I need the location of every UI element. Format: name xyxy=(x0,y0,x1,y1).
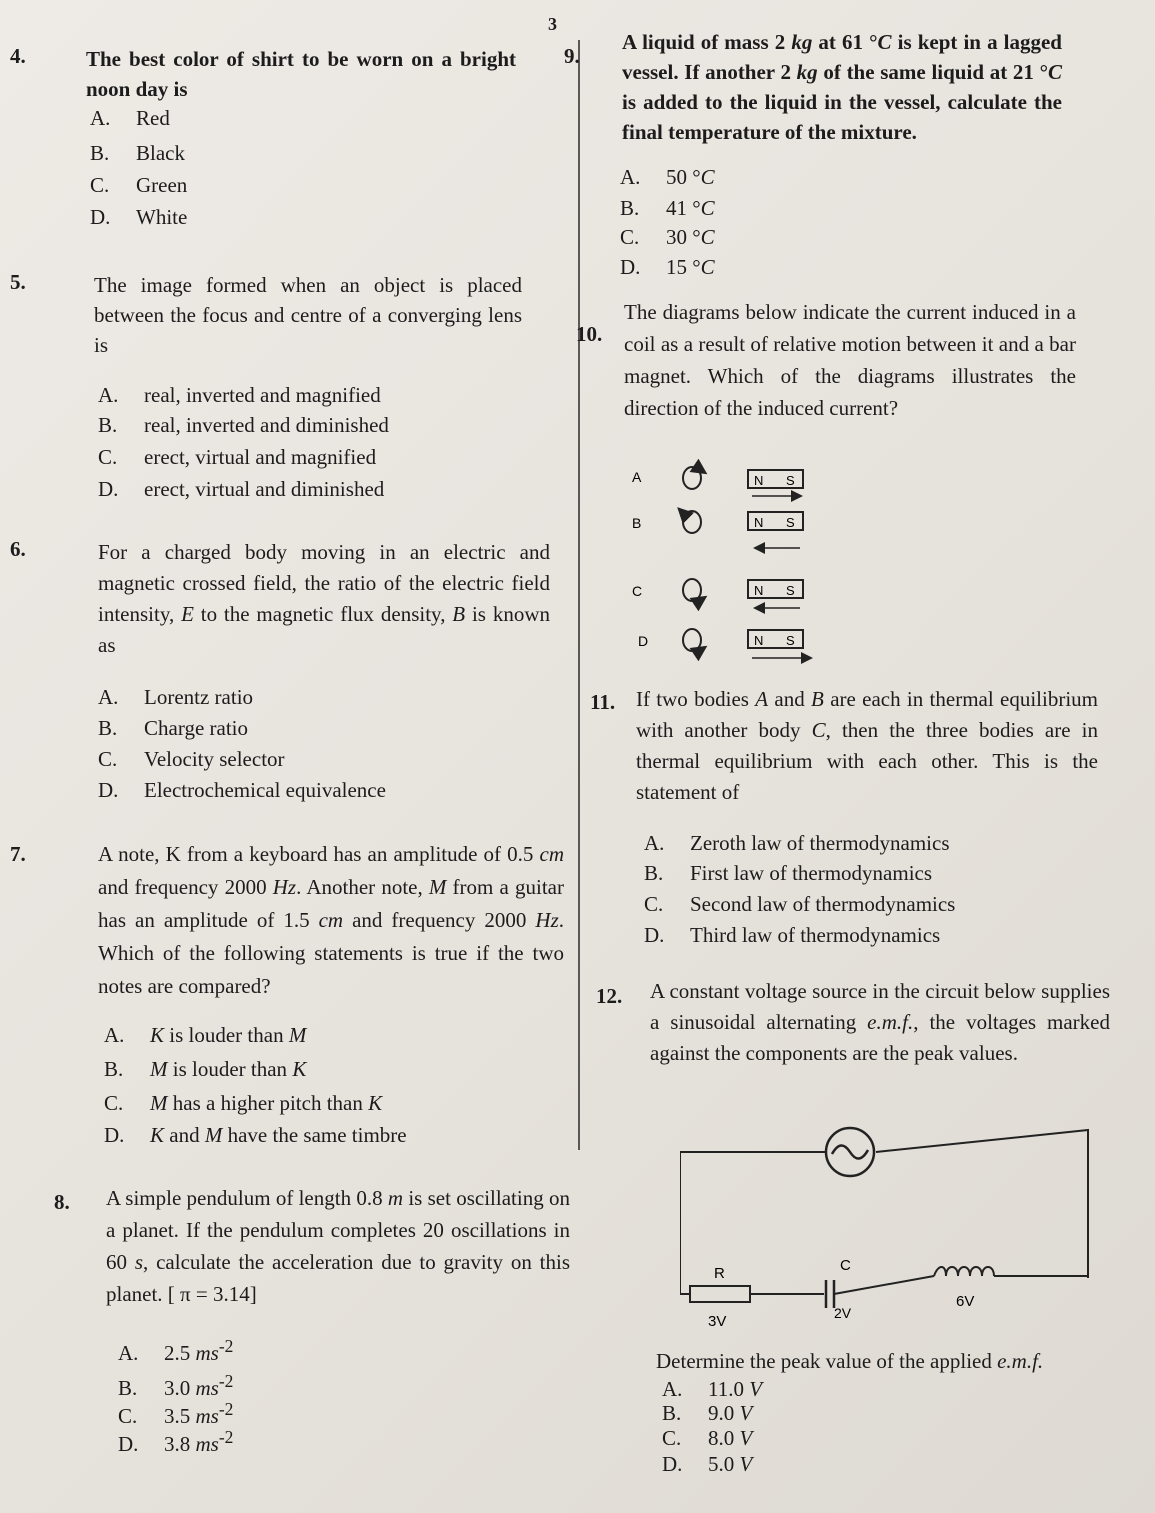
coil-b-icon xyxy=(683,511,701,533)
magnet-d-s: S xyxy=(786,633,795,648)
question-11-option-a[interactable]: A. Zeroth law of thermodynamics xyxy=(644,831,950,855)
question-5-number: 5. xyxy=(10,270,26,294)
question-9-number: 9. xyxy=(564,44,580,68)
magnet-c-s: S xyxy=(786,583,795,598)
question-8-option-b[interactable]: B. 3.0 $ms^{-2}$ xyxy=(118,1371,234,1400)
question-5-stem: The image formed when an object is placed between the focus and centre of a converging lens is xyxy=(94,273,522,357)
diagram-a-label: A xyxy=(632,469,642,485)
question-5-option-c[interactable]: C. erect, virtual and magnified xyxy=(98,445,377,469)
question-6-number: 6. xyxy=(10,537,26,561)
question-6-option-b[interactable]: B. Charge ratio xyxy=(98,716,248,740)
question-12-option-b[interactable]: B. 9.0 V xyxy=(662,1401,753,1425)
induction-diagrams xyxy=(624,452,824,672)
circuit-diagram xyxy=(680,1120,1100,1350)
magnet-c-n: N xyxy=(754,583,764,598)
magnet-b-n: N xyxy=(754,515,764,530)
resistor-label: R xyxy=(714,1265,725,1282)
question-7-option-d[interactable]: D. K and M have the same timbre xyxy=(104,1123,407,1147)
question-10-stem: The diagrams below indicate the current induced in a coil as a result of relative motion between it and a bar magnet. Which of the diagrams illustrates the direction of the induced current? xyxy=(624,300,1076,420)
question-12-number: 12. xyxy=(596,984,623,1008)
question-8-option-a[interactable]: A. 2.5 $ms^{-2}$ xyxy=(118,1336,234,1365)
question-11-option-b[interactable]: B. First law of thermodynamics xyxy=(644,861,933,885)
diagram-d[interactable] xyxy=(638,629,810,658)
resistor-r xyxy=(690,1286,750,1302)
inductor-voltage: 6V xyxy=(956,1293,975,1310)
question-6-stem: For a charged body moving in an electric and magnetic crossed field, the ratio of the electric field intensity, E to the magnetic flux density, B is known as xyxy=(98,540,550,657)
question-8-stem: A simple pendulum of length 0.8 m is set oscillating on a planet. If the pendulum completes 20 oscillations in 60 s, calculate the acceleration due to gravity on this planet. [ π = 3.14] xyxy=(106,1186,570,1306)
question-12-option-a[interactable]: A. 11.0 V xyxy=(662,1377,763,1401)
magnet-d-n: N xyxy=(754,633,764,648)
diagram-c-label: C xyxy=(632,583,643,599)
question-5-option-a[interactable]: A. real, inverted and magnified xyxy=(98,383,381,407)
diagram-b[interactable] xyxy=(632,510,803,548)
capacitor-voltage: 2V xyxy=(834,1305,852,1321)
resistor-voltage: 3V xyxy=(708,1313,727,1330)
question-4-option-c[interactable]: C. Green xyxy=(90,173,188,197)
question-9-option-d[interactable]: D. 15 °C xyxy=(620,255,715,279)
coil-d-icon xyxy=(683,629,701,651)
diagram-c[interactable] xyxy=(632,579,803,608)
question-8-option-c[interactable]: C. 3.5 $ms^{-2}$ xyxy=(118,1399,234,1428)
question-8-number: 8. xyxy=(54,1190,70,1214)
question-9-option-a[interactable]: A. 50 °C xyxy=(620,165,715,189)
question-9-stem: A liquid of mass 2 kg at 61 °C is kept in a lagged vessel. If another 2 kg of the same liquid at 21 °C is added to the liquid in the vessel, calculate the final temperature of the mixture. xyxy=(622,30,1063,144)
magnet-a-n: N xyxy=(754,473,764,488)
question-6-option-a[interactable]: A. Lorentz ratio xyxy=(98,685,254,709)
question-12-option-c[interactable]: C. 8.0 V xyxy=(662,1426,753,1450)
question-5-option-d[interactable]: D. erect, virtual and diminished xyxy=(98,477,385,501)
question-12-option-d[interactable]: D. 5.0 V xyxy=(662,1452,753,1476)
page-number: 3 xyxy=(548,14,557,34)
question-12-prompt: Determine the peak value of the applied e.m.f. xyxy=(656,1349,1044,1373)
column-divider xyxy=(578,40,580,1150)
question-9-option-c[interactable]: C. 30 °C xyxy=(620,225,715,249)
question-7-option-b[interactable]: B. M is louder than K xyxy=(104,1057,307,1081)
question-12-stem: A constant voltage source in the circuit below supplies a sinusoidal alternating e.m.f., the voltages marked against the components are the peak values. xyxy=(650,979,1110,1065)
question-11-option-c[interactable]: C. Second law of thermodynamics xyxy=(644,892,956,916)
diagram-b-label: B xyxy=(632,515,642,531)
question-11-number: 11. xyxy=(590,690,616,714)
question-10-number: 10. xyxy=(576,322,603,346)
question-9-option-b[interactable]: B. 41 °C xyxy=(620,196,715,220)
question-4-option-a[interactable]: A. Red xyxy=(90,106,170,130)
question-4-option-b[interactable]: B. Black xyxy=(90,141,185,165)
diagram-d-label: D xyxy=(638,633,649,649)
inductor-coil xyxy=(934,1267,994,1276)
magnet-b-s: S xyxy=(786,515,795,530)
question-11-option-d[interactable]: D. Third law of thermodynamics xyxy=(644,923,941,947)
question-7-option-c[interactable]: C. M has a higher pitch than K xyxy=(104,1091,383,1115)
question-4-option-d[interactable]: D. White xyxy=(90,205,188,229)
coil-c-icon xyxy=(683,579,701,601)
coil-a-icon xyxy=(683,467,701,489)
question-6-option-d[interactable]: D. Electrochemical equivalence xyxy=(98,778,386,802)
question-6-option-c[interactable]: C. Velocity selector xyxy=(98,747,285,771)
question-11-stem: If two bodies A and B are each in thermal equilibrium with another body C, then the three bodies are in thermal equilibrium with each other. This is the statement of xyxy=(636,687,1098,804)
magnet-a-s: S xyxy=(786,473,795,488)
question-7-number: 7. xyxy=(10,842,26,866)
question-4-stem: The best color of shirt to be worn on a bright noon day is xyxy=(86,47,516,101)
question-7-stem: A note, K from a keyboard has an amplitude of 0.5 cm and frequency 2000 Hz. Another note, M from a guitar has an amplitude of 1.5 cm and frequency 2000 Hz. Which of the following statements is true if the two notes are compared? xyxy=(98,842,564,998)
question-4-number: 4. xyxy=(10,44,26,68)
question-5-option-b[interactable]: B. real, inverted and diminished xyxy=(98,413,389,437)
question-7-option-a[interactable]: A. K is louder than M xyxy=(104,1023,307,1047)
diagram-a[interactable] xyxy=(632,467,803,496)
capacitor-label: C xyxy=(840,1257,851,1274)
question-8-option-d[interactable]: D. 3.8 $ms^{-2}$ xyxy=(118,1427,234,1456)
